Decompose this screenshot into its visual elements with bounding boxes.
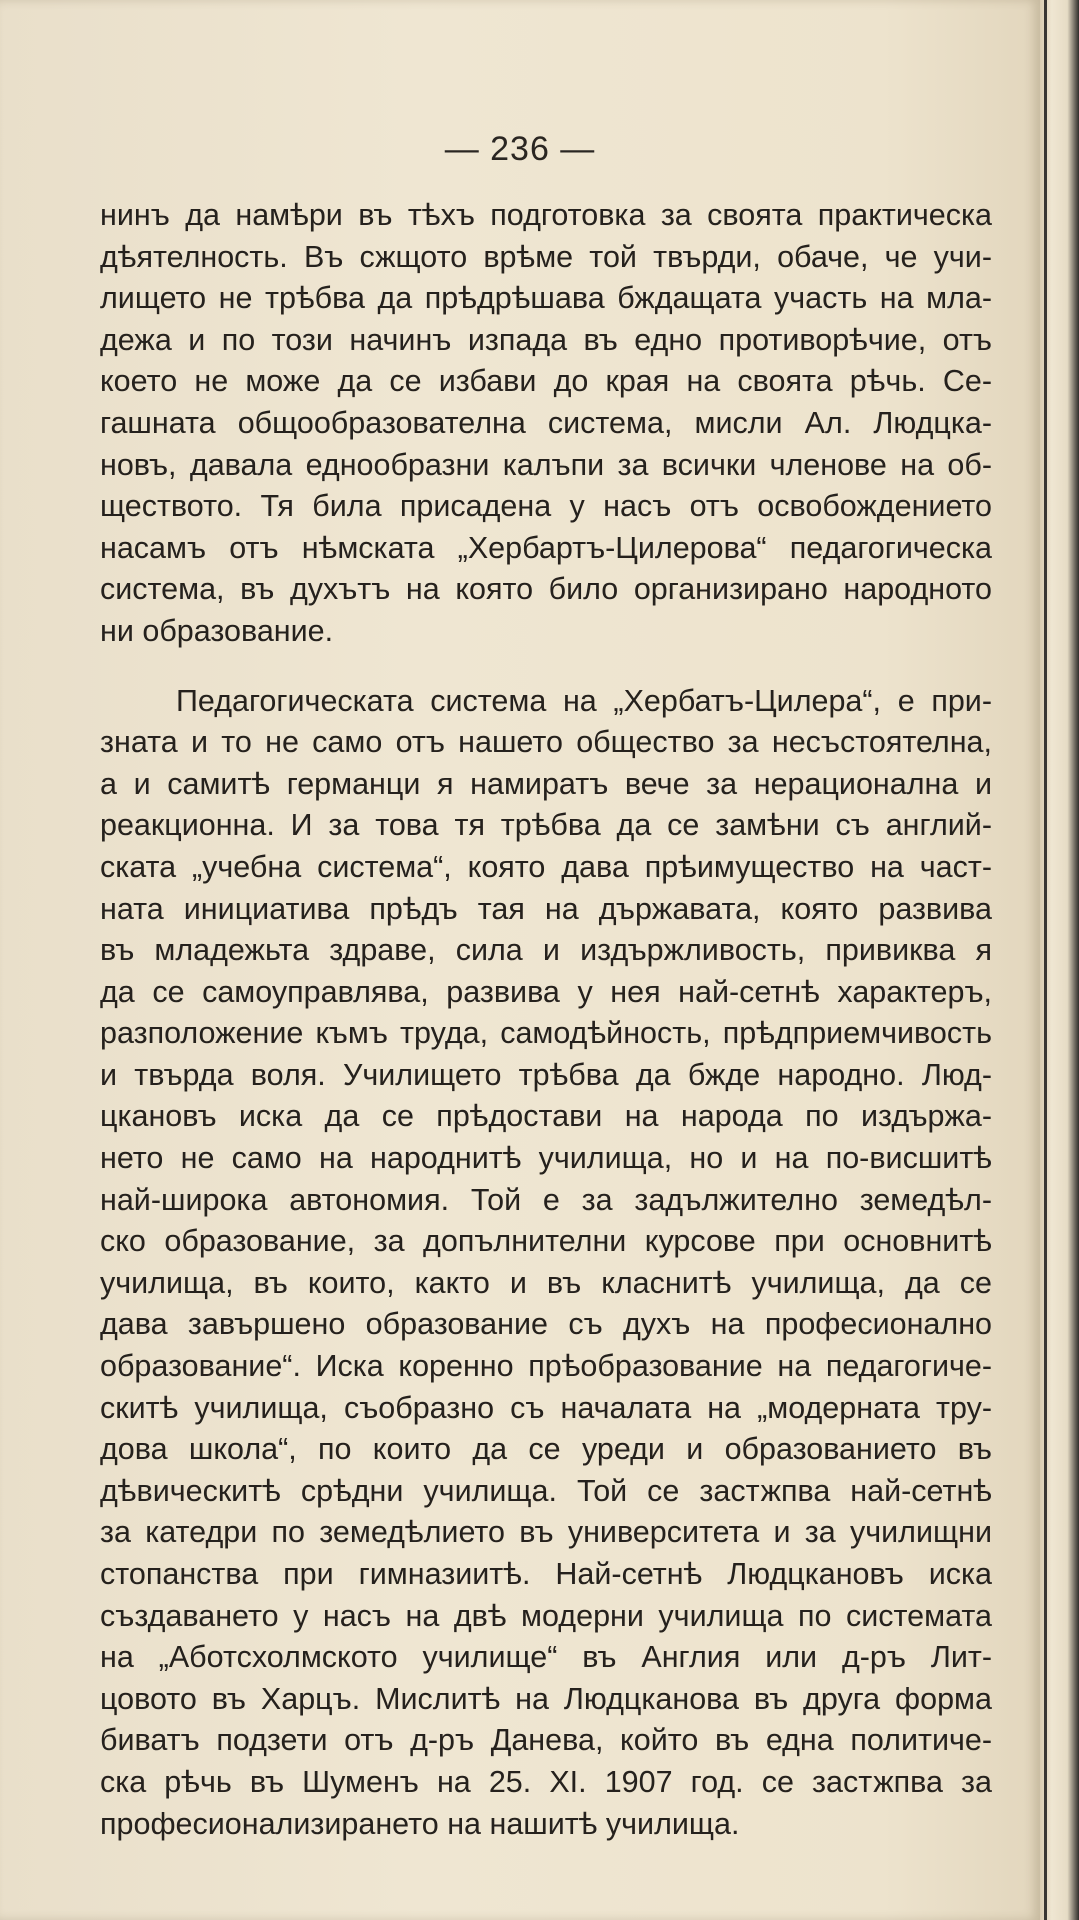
- text-line: ско образование, за допълнителни курсове при основнитѣ: [100, 1224, 992, 1259]
- text-line: дѣятелность. Въ сжщото врѣме той твърди, обаче, че учи-: [100, 239, 992, 274]
- text-line: дежа и по този начинъ изпада въ едно противорѣчие, отъ: [100, 322, 992, 357]
- paragraph-1: [100, 195, 992, 653]
- text-line: ска рѣчь въ Шуменъ на 25. XI. 1907 год. се застжпва за: [100, 1764, 992, 1799]
- text-line: нето не само на народнитѣ училища, но и на по-висшитѣ: [100, 1141, 992, 1176]
- text-line: което не може да се избави до края на своята рѣчь. Се-: [100, 364, 992, 399]
- text-line: лището не трѣбва да прѣдрѣшава бждащата участь на мла-: [100, 281, 992, 316]
- text-line: ската „учебна система“, която дава прѣимущество на част-: [100, 849, 992, 884]
- text-line: Педагогическата система на „Хербатъ-Цилера“, е при-: [176, 683, 992, 718]
- text-line: професионализирането на нашитѣ училища.: [100, 1806, 740, 1841]
- page-number: — 236 —: [444, 130, 596, 168]
- text-line: ната инициатива прѣдъ тая на държавата, която развива: [100, 891, 992, 926]
- text-line: зната и то не само отъ нашето общество за несъстоятелна,: [100, 725, 992, 760]
- text-line: нинъ да намѣри въ тѣхъ подготовка за своята практическа: [100, 198, 992, 232]
- text-line: за катедри по земедѣлието въ университета и за училищни: [100, 1515, 992, 1550]
- text-line: училища, въ които, както и въ класнитѣ училища, да се: [100, 1265, 992, 1300]
- text-line: реакционна. И за това тя трѣбва да се замѣни съ англий-: [100, 808, 992, 843]
- text-line: скитѣ училища, съобразно съ началата на „модерната тру-: [100, 1390, 992, 1425]
- text-line: най-широка автономия. Той е за задължително земедѣл-: [100, 1182, 992, 1217]
- text-line: стопанства при гимназиитѣ. Най-сетнѣ Людцкановъ иска: [100, 1557, 992, 1591]
- text-line: ществото. Тя била присадена у насъ отъ освобождението: [100, 489, 992, 524]
- text-line: цкановъ иска да се прѣдостави на народа по издържа-: [100, 1099, 992, 1134]
- text-line: гашната общообразователна система, мисли Ал. Людцка-: [100, 405, 992, 440]
- text-line: дѣвическитѣ срѣдни училища. Той се застжпва най-сетнѣ: [100, 1473, 992, 1508]
- text-line: насамъ отъ нѣмската „Хербартъ-Цилерова“ педагогическа: [100, 530, 992, 565]
- text-line: а и самитѣ германци я намиратъ вече за нерационална и: [100, 766, 992, 801]
- text-line: дава завършено образование съ духъ на професионално: [100, 1307, 992, 1342]
- text-line: разположение къмъ труда, самодѣйность, прѣдприемчивость: [100, 1016, 992, 1051]
- body-text: [100, 195, 992, 1845]
- text-line: новъ, давала еднообразни калъпи за всички членове на об-: [100, 447, 992, 482]
- text-line: биватъ подзети отъ д-ръ Данева, който въ една политиче-: [100, 1723, 992, 1758]
- paragraph-gap: [100, 653, 992, 681]
- text-line: цовото въ Харцъ. Мислитѣ на Людцканова въ друга форма: [100, 1681, 992, 1716]
- text-line: образование“. Иска коренно прѣобразование на педагогиче-: [100, 1349, 992, 1384]
- binding-line: [1044, 0, 1047, 1920]
- text-line: да се самоуправлява, развива у нея най-сетнѣ характеръ,: [100, 974, 992, 1009]
- text-line: на „Аботсхолмското училище“ въ Англия или д-ръ Лит-: [100, 1640, 992, 1675]
- paragraph-2: [100, 681, 992, 1846]
- text-line: създаването у насъ на двѣ модерни училища по системата: [100, 1598, 992, 1633]
- text-line: дова школа“, по които да се уреди и образованието въ: [100, 1432, 992, 1467]
- text-line: система, въ духътъ на която било организирано народното: [100, 572, 992, 607]
- text-line: и твърда воля. Училището трѣбва да бжде народно. Люд-: [100, 1057, 992, 1092]
- text-line: въ младежьта здраве, сила и издържливость, привиква я: [100, 933, 992, 968]
- text-line: ни образование.: [100, 613, 334, 648]
